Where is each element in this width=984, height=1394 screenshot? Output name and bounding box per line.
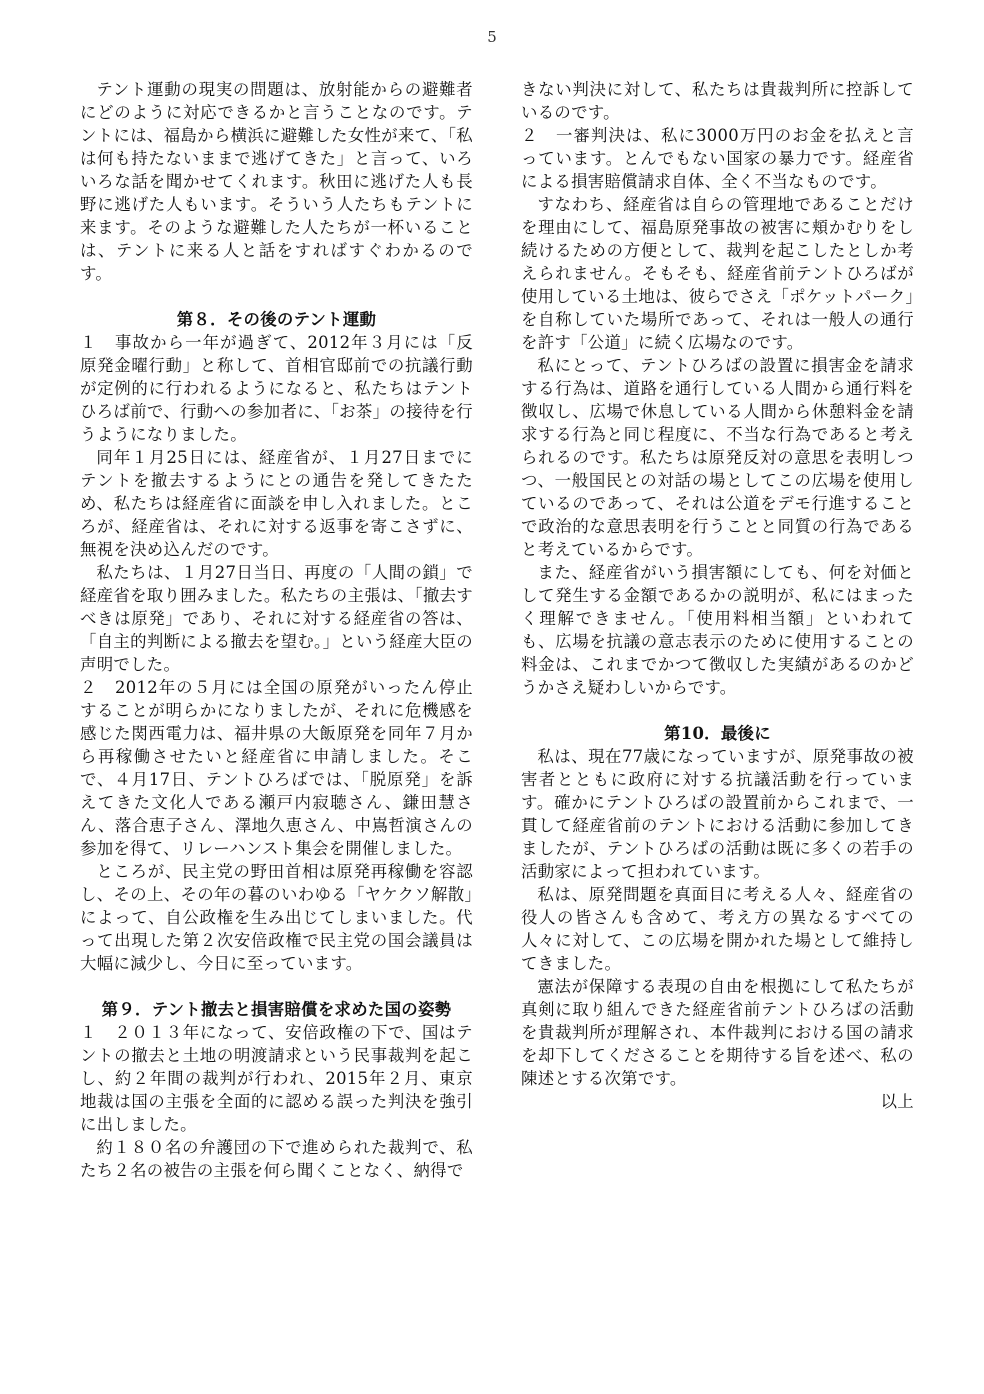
left-column <box>80 78 473 1182</box>
paragraph: 約１８０名の弁護団の下で進められた裁判で、私たち２名の被告の主張を何ら聞くことなく、納得で <box>80 1138 473 1180</box>
paragraph: １ 事故から一年が過ぎて、2012年３月には「反原発金曜行動」と称して、首相官邸前での抗議行動が定例的に行われるようになると、私たちはテントひろば前で、行動への参加者に、「お茶」の接待を行うようになりました。 <box>80 333 473 444</box>
paragraph: すなわち、経産省は自らの管理地であることだけを理由にして、福島原発事故の被害に頬かむりをし続けるための方便として、裁判を起こしたとしか考えられません。そもそも、経産省前テントひろばが使用している土地は、彼らでさえ「ポケットパーク」を自称していた場所であって、それは一般人の通行を許す「公道」に続く広場なのです。 <box>521 195 914 352</box>
paragraph: テント運動の現実の問題は、放射能からの避難者にどのように対応できるかと言うことなのです。テントには、福島から横浜に避難した女性が来て、「私は何も持たないままで逃げてきた」と言って、いろいろな話を聞かせてくれます。秋田に逃げた人も長野に逃げた人もいます。そういう人たちもテントに来ます。そのような避難した人たちが一杯いることは、テントに来る人と話をすればすぐわかるのです。 <box>80 80 473 283</box>
paragraph: ２ 2012年の５月には全国の原発がいったん停止することが明らかになりましたが、それに危機感を感じた関西電力は、福井県の大飯原発を同年７月から再稼働させたいと経産省に申請しました。そこで、４月17日、テントひろばでは、「脱原発」を訴えてきた文化人である瀬戸内寂聴さん、鎌田慧さん、落合恵子さん、澤地久恵さん、中嶌哲演さんの参加を得て、リレーハンスト集会を開催しました。 <box>80 678 473 858</box>
paragraph: １ ２０１３年になって、安倍政権の下で、国はテントの撤去と土地の明渡請求という民事裁判を起こし、約２年間の裁判が行われ、2015年２月、東京地裁は国の主張を全面的に認める誤った判決を強引に出しました。 <box>80 1023 473 1134</box>
paragraph: 同年１月25日には、経産省が、１月27日までにテントを撤去するようにとの通告を発してきたため、私たちは経産省に面談を申し入れました。ところが、経産省は、それに対する返事を寄こさずに、無視を決め込んだのです。 <box>80 448 473 559</box>
paragraph: ２ 一審判決は、私に3000万円のお金を払えと言っています。とんでもない国家の暴力です。経産省による損害賠償請求自体、全く不当なものです。 <box>521 126 914 191</box>
section-heading-10: 第10．最後に <box>664 724 771 743</box>
section-heading-8: 第８．その後のテント運動 <box>176 310 377 329</box>
paragraph: 私は、原発問題を真面目に考える人々、経産省の役人の皆さんも含めて、考え方の異なるすべての人々に対して、この広場を開かれた場として維持してきました。 <box>521 885 914 973</box>
paragraph: 私は、現在77歳になっていますが、原発事故の被害者とともに政府に対する抗議活動を行っています。確かにテントひろばの設置前からこれまで、一貫して経産省前のテントにおける活動に参加してきましたが、テントひろばの活動は既に多くの若手の活動家によって担われています。 <box>521 747 914 881</box>
right-column <box>521 78 914 1113</box>
paragraph: また、経産省がいう損害額にしても、何を対価として発生する金額であるかの説明が、私にはまったく理解できません。「使用料相当額」といわれても、広場を抗議の意志表示のために使用することの料金は、これまでかつて徴収した実績があるのかどうかさえ疑わしいからです。 <box>521 563 914 697</box>
closing-text: 以上 <box>880 1092 914 1111</box>
paragraph: ところが、民主党の野田首相は原発再稼働を容認し、その上、その年の暮のいわゆる「ヤケクソ解散」によって、自公政権を生み出じてしまいました。代って出現した第２次安倍政権で民主党の国会議員は大幅に減少し、今日に至っています。 <box>80 862 473 973</box>
paragraph: 私たちは、１月27日当日、再度の「人間の鎖」で経産省を取り囲みました。私たちの主張は、「撤去すべきは原発」であり、それに対する経産省の答は、「自主的判断による撤去を望む。」という経産大臣の声明でした。 <box>80 563 473 674</box>
section-heading-9: 第９．テント撤去と損害賠償を求めた国の姿勢 <box>101 1000 452 1019</box>
paragraph: 私にとって、テントひろばの設置に損害金を請求する行為は、道路を通行している人間から通行料を徴収し、広場で休息している人間から休憩料金を請求する行為と同じ程度に、不当な行為であると考えられるのです。私たちは原発反対の意思を表明しつつ、一般国民との対話の場としてこの広場を使用しているのであって、それは公道をデモ行進することで政治的な意思表明を行うことと同質の行為であると考えているからです。 <box>521 356 914 559</box>
spacer <box>80 975 473 998</box>
paragraph: 憲法が保障する表現の自由を根拠にして私たちが真剣に取り組んできた経産省前テントひろばの活動を貴裁判所が理解され、本件裁判における国の請求を却下してくださることを期待する旨を述べ、私の陳述とする次第です。 <box>521 977 914 1088</box>
spacer <box>80 285 473 308</box>
paragraph: きない判決に対して、私たちは貴裁判所に控訴しているのです。 <box>521 80 914 122</box>
spacer <box>521 699 914 722</box>
page-number: 5 <box>487 28 497 46</box>
